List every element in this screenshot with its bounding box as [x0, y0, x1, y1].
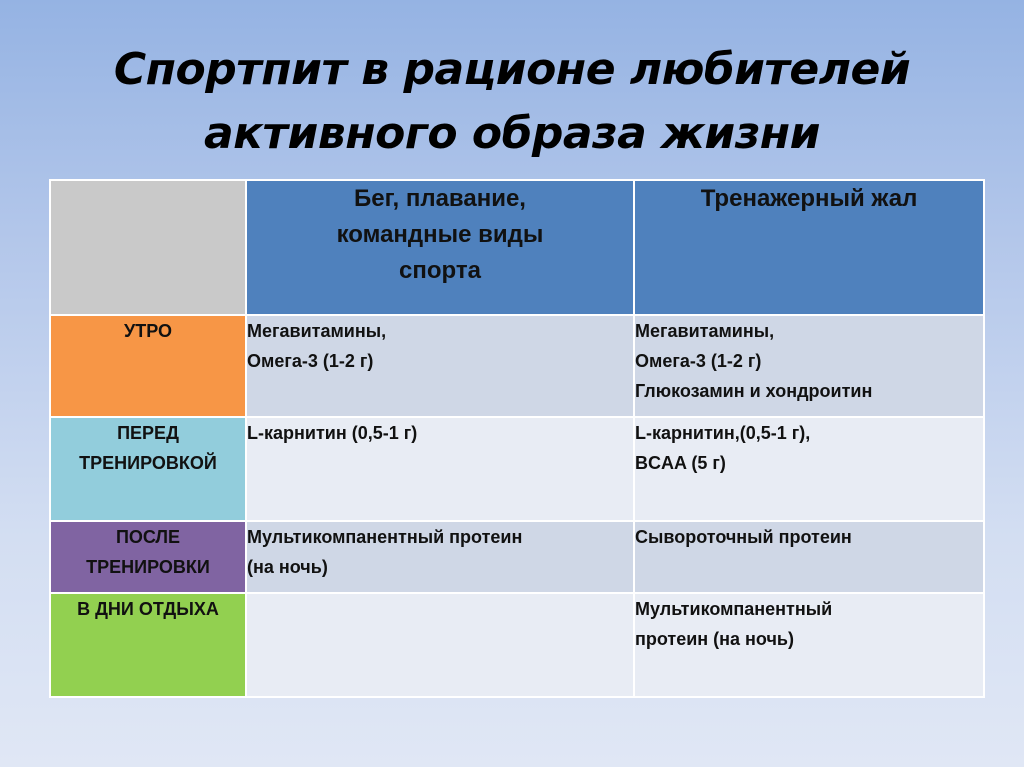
row-header-label: ТРЕНИРОВКИ	[86, 557, 210, 577]
row-header-morning	[50, 315, 246, 417]
cell-line: Омега-3 (1-2 г)	[635, 351, 762, 371]
cell-after-training-gym	[634, 521, 984, 593]
cell-before-training-gym	[634, 417, 984, 521]
cell-line: BCAA (5 г)	[635, 453, 726, 473]
cell-line: Мегавитамины,	[247, 321, 387, 341]
cell-before-training-endurance	[246, 417, 634, 521]
cell-after-training-endurance	[246, 521, 634, 593]
cell-line: L-карнитин,(0,5-1 г),	[635, 423, 811, 443]
row-header-rest-days	[50, 593, 246, 697]
column-header-endurance	[246, 180, 634, 315]
table-row-morning	[50, 315, 984, 417]
slide-title-line-1: Спортпит в рационе любителей	[113, 44, 911, 95]
column-header-line: Тренажерный жал	[700, 185, 918, 212]
row-header-label: УТРО	[124, 321, 172, 341]
row-header-label: ПОСЛЕ	[115, 527, 181, 547]
column-header-line: спорта	[399, 257, 481, 284]
table-row-before-training	[50, 417, 984, 521]
cell-rest-days-endurance	[246, 593, 634, 697]
supplements-table	[49, 179, 985, 698]
cell-line: L-карнитин (0,5-1 г)	[247, 423, 418, 443]
cell-line: Мультикомпанентный протеин	[247, 527, 523, 547]
slide-title-line-2: активного образа жизни	[203, 108, 821, 159]
table-header-row	[50, 180, 984, 315]
column-header-gym	[634, 180, 984, 315]
cell-line: Мультикомпанентный	[635, 599, 833, 619]
table-corner-cell	[50, 180, 246, 315]
cell-line: Сывороточный протеин	[635, 527, 852, 547]
table-row-rest-days	[50, 593, 984, 697]
table-row-after-training	[50, 521, 984, 593]
slide-title	[0, 38, 1024, 166]
cell-morning-endurance	[246, 315, 634, 417]
cell-morning-gym	[634, 315, 984, 417]
cell-line: (на ночь)	[247, 557, 328, 577]
cell-rest-days-gym	[634, 593, 984, 697]
cell-line: Омега-3 (1-2 г)	[247, 351, 374, 371]
cell-line: протеин (на ночь)	[635, 629, 794, 649]
row-header-before-training	[50, 417, 246, 521]
row-header-label: ТРЕНИРОВКОЙ	[79, 453, 217, 473]
column-header-line: Бег, плавание,	[354, 185, 526, 212]
column-header-line: командные виды	[336, 221, 544, 248]
row-header-label: ПЕРЕД	[117, 423, 179, 443]
row-header-after-training	[50, 521, 246, 593]
cell-line: Мегавитамины,	[635, 321, 775, 341]
row-header-label: В ДНИ ОТДЫХА	[77, 599, 219, 619]
cell-line: Глюкозамин и хондроитин	[635, 381, 873, 401]
